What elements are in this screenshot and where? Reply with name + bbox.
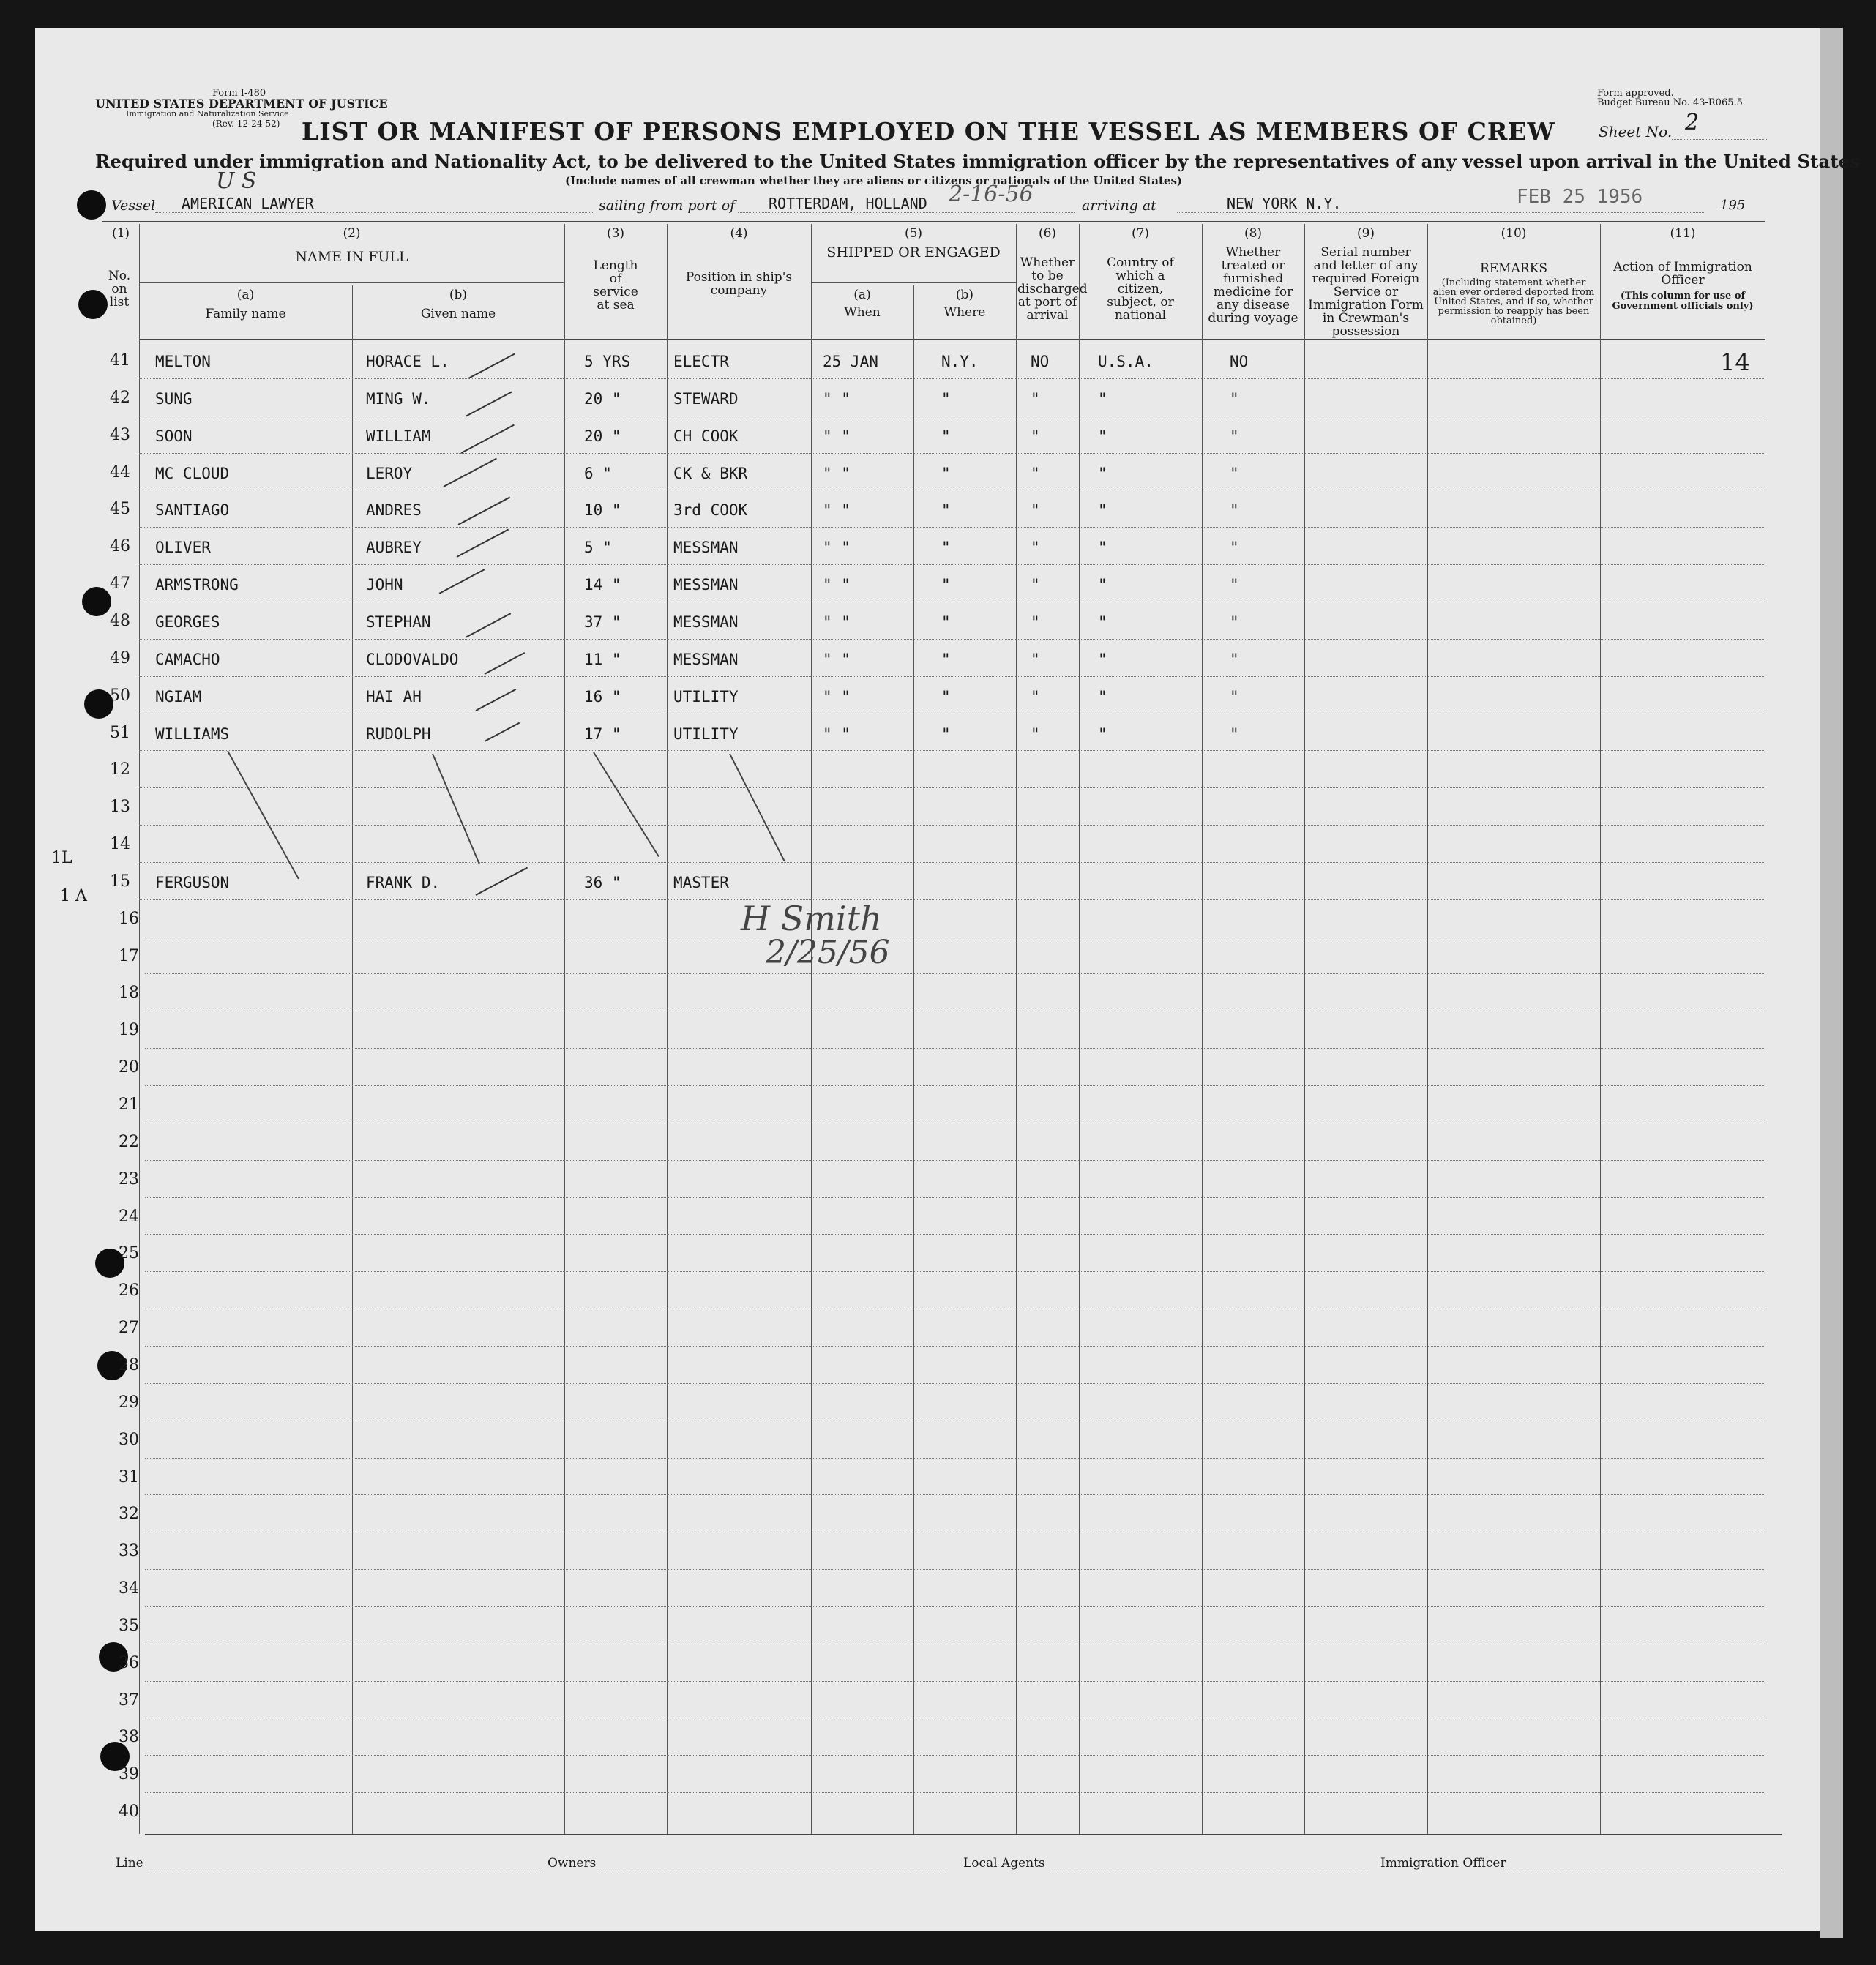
arrival-port: NEW YORK N.Y. <box>1227 195 1342 212</box>
col-2-label: NAME IN FULL <box>295 249 408 265</box>
cell-service: 20 " <box>584 389 621 408</box>
cell-when: " " <box>823 539 851 557</box>
col-7-label: Country of which a citizen, subject, or national <box>1107 255 1174 323</box>
row-rule <box>139 676 1765 677</box>
cell-family: GEORGES <box>155 613 220 631</box>
row-rule <box>145 1458 1765 1459</box>
cell-discharged: " <box>1031 501 1040 520</box>
cell-when: " " <box>823 687 851 705</box>
cell-when: " " <box>823 427 851 445</box>
cell-given: STEPHAN <box>366 613 431 631</box>
row-number: 51 <box>110 723 130 742</box>
col-rule <box>667 224 668 1834</box>
row-number: 24 <box>119 1207 139 1226</box>
table-bottom-rule <box>145 1834 1782 1835</box>
row-number: 32 <box>119 1505 139 1524</box>
cell-discharged: " <box>1031 725 1040 743</box>
vessel-name: AMERICAN LAWYER <box>182 195 314 212</box>
manifest-subtitle: Required under immigration and Nationality Act, to be delivered to the United States immigration officer by the representatives of any vessel upon arrival in the United States <box>95 151 1861 172</box>
row-rule <box>145 1160 1765 1161</box>
cell-country: " <box>1098 613 1107 631</box>
page-edge-shadow <box>1820 28 1843 1938</box>
cell-service: 16 " <box>584 687 621 705</box>
cell-service: 10 " <box>584 501 621 520</box>
cell-where: " <box>941 539 951 557</box>
row-rule <box>145 1569 1765 1570</box>
cell-treated: " <box>1230 464 1239 482</box>
cell-where: " <box>941 650 951 668</box>
col-5-number: (5) <box>904 226 923 241</box>
row-number: 26 <box>119 1281 139 1300</box>
cell-treated: " <box>1230 389 1239 408</box>
row-number: 34 <box>119 1579 139 1598</box>
row-number: 30 <box>119 1430 139 1449</box>
cell-treated: " <box>1230 539 1239 557</box>
cell-given: ANDRES <box>366 501 422 520</box>
row-number: 46 <box>110 537 130 556</box>
cell-discharged: " <box>1031 464 1040 482</box>
cell-family: SUNG <box>155 389 193 408</box>
cell-discharged: " <box>1031 389 1040 408</box>
cell-country: " <box>1098 464 1107 482</box>
row-number: 28 <box>119 1355 139 1374</box>
cell-position: STEWARD <box>673 389 739 408</box>
cell-service: 14 " <box>584 576 621 594</box>
row-number: 35 <box>119 1616 139 1635</box>
col-4-number: (4) <box>730 226 748 241</box>
col-4-label: Position in ship's company <box>685 270 793 298</box>
row-number: 23 <box>119 1169 139 1189</box>
col-5a-label: When <box>844 305 881 320</box>
col-5b-number: (b) <box>955 288 974 302</box>
cell-family: NGIAM <box>155 687 202 705</box>
row-rule <box>145 1197 1765 1198</box>
row-rule <box>145 973 1765 974</box>
col-rule <box>1427 224 1428 1834</box>
row-number: 39 <box>119 1765 139 1784</box>
cell-service: 37 " <box>584 613 621 631</box>
cell-family: SANTIAGO <box>155 501 230 520</box>
row-rule <box>145 1681 1765 1682</box>
cell-where: " <box>941 464 951 482</box>
cell-service: 20 " <box>584 427 621 445</box>
cell-family: SOON <box>155 427 193 445</box>
row-number: 31 <box>119 1467 139 1486</box>
cell-position: CK & BKR <box>673 464 748 482</box>
col-11-number: (11) <box>1670 226 1696 241</box>
col-3-number: (3) <box>606 226 625 241</box>
arrival-date-stamp: FEB 25 1956 <box>1517 186 1643 208</box>
cell-discharged: " <box>1031 539 1040 557</box>
cell-when: " " <box>823 389 851 408</box>
cell-discharged: " <box>1031 687 1040 705</box>
col-8-label: Whether treated or furnished medicine for any disease during voyage <box>1208 245 1298 326</box>
manifest-title: LIST OR MANIFEST OF PERSONS EMPLOYED ON THE VESSEL AS MEMBERS OF CREW <box>302 117 1555 146</box>
row-number: 44 <box>110 463 130 482</box>
row-number: 12 <box>110 760 130 779</box>
cell-country: " <box>1098 650 1107 668</box>
cell-treated: " <box>1230 427 1239 445</box>
cell-when: " " <box>823 501 851 520</box>
row-rule <box>145 1606 1765 1607</box>
punch-hole <box>77 190 106 220</box>
row-number: 22 <box>119 1132 139 1151</box>
row-rule <box>139 825 1765 826</box>
shipped-subheader-rule <box>811 282 1016 283</box>
cell-service: 5 " <box>584 539 612 557</box>
row-number: 13 <box>110 798 130 817</box>
cell-service: 36 " <box>584 873 621 891</box>
cell-where: " <box>941 389 951 408</box>
row-number: 43 <box>110 425 130 444</box>
cell-position: MESSMAN <box>673 650 739 668</box>
row-rule <box>139 453 1765 454</box>
cell-when: 25 JAN <box>823 353 878 370</box>
row-rule <box>145 1383 1765 1384</box>
cell-position: MASTER <box>673 873 729 891</box>
cell-given: LEROY <box>366 464 413 482</box>
budget-bureau: Budget Bureau No. 43-R065.5 <box>1597 97 1743 108</box>
col-2-number: (2) <box>343 226 361 241</box>
row-rule <box>145 1234 1765 1235</box>
row-rule <box>139 750 1765 751</box>
cell-family: ARMSTRONG <box>155 576 239 594</box>
row-number: 47 <box>110 574 130 594</box>
row-number: 18 <box>119 984 139 1003</box>
row-rule <box>139 862 1765 863</box>
port-line <box>738 212 1075 213</box>
col-5a-number: (a) <box>853 288 871 302</box>
col-rule <box>811 224 812 1834</box>
cell-given: JOHN <box>366 576 403 594</box>
col-10-label: REMARKS <box>1479 261 1548 276</box>
cell-treated: " <box>1230 650 1239 668</box>
row-rule <box>145 1792 1765 1793</box>
row-number: 38 <box>119 1728 139 1747</box>
row-number: 14 <box>110 835 130 854</box>
cell-country: " <box>1098 539 1107 557</box>
cell-discharged: " <box>1031 427 1040 445</box>
col-rule <box>1016 224 1017 1834</box>
margin-note-row-14: 1L <box>51 849 72 867</box>
row-number: 45 <box>110 500 130 519</box>
row-rule <box>139 527 1765 528</box>
cell-country: " <box>1098 725 1107 743</box>
row-number: 16 <box>119 909 139 928</box>
cell-position: UTILITY <box>673 687 739 705</box>
row-number: 36 <box>119 1653 139 1672</box>
cell-treated: NO <box>1230 353 1249 370</box>
cell-given: RUDOLPH <box>366 725 431 743</box>
col-rule <box>1202 224 1203 1834</box>
row-rule <box>145 1494 1765 1495</box>
header-bottom-rule <box>139 339 1765 340</box>
row-number: 49 <box>110 648 130 667</box>
revision: (Rev. 12-24-52) <box>212 119 280 129</box>
col-1-label: No. on list <box>108 269 131 310</box>
cell-discharged: NO <box>1031 353 1050 370</box>
sailing-label: sailing from port of <box>599 198 736 214</box>
row-rule <box>145 1755 1765 1756</box>
col-8-number: (8) <box>1244 226 1263 241</box>
col-9-label: Serial number and letter of any required Foreign Service or Immigration Form in Crewman's possession <box>1308 245 1424 339</box>
cell-given: MING W. <box>366 389 431 408</box>
name-subheader-rule <box>139 282 564 283</box>
row-number: 21 <box>119 1096 139 1114</box>
cell-where: " <box>941 725 951 743</box>
vessel-label: Vessel <box>111 198 156 214</box>
cell-country: " <box>1098 389 1107 408</box>
col-2b-label: Given name <box>420 307 496 321</box>
form-number: Form I-480 <box>212 88 266 99</box>
sailing-port: ROTTERDAM, HOLLAND <box>769 195 927 212</box>
cell-family: MC CLOUD <box>155 464 230 482</box>
footer-officer: Immigration Officer <box>1380 1856 1506 1871</box>
cell-where: " <box>941 427 951 445</box>
sheet-number-line <box>1672 139 1767 140</box>
cell-treated: " <box>1230 687 1239 705</box>
cell-discharged: " <box>1031 613 1040 631</box>
cell-position: MESSMAN <box>673 539 739 557</box>
cell-position: MESSMAN <box>673 576 739 594</box>
footer-agents: Local Agents <box>963 1856 1045 1871</box>
row-number: 20 <box>119 1058 139 1077</box>
cell-where: " <box>941 501 951 520</box>
margin-note-row-15: 1 A <box>60 887 87 905</box>
footer-line: Line <box>116 1856 143 1871</box>
cell-when: " " <box>823 464 851 482</box>
cell-where: " <box>941 613 951 631</box>
row-number: 42 <box>110 388 130 407</box>
cell-treated: " <box>1230 613 1239 631</box>
col-6-number: (6) <box>1038 226 1057 241</box>
row-rule <box>145 1048 1765 1049</box>
row-number: 41 <box>110 351 130 370</box>
cell-when: " " <box>823 613 851 631</box>
cell-country: " <box>1098 501 1107 520</box>
form-approved: Form approved. <box>1597 88 1674 99</box>
row-rule <box>139 378 1765 379</box>
col-9-number: (9) <box>1356 226 1375 241</box>
row-number: 19 <box>119 1021 139 1040</box>
col-6-label: Whether to be discharged at port of arrival <box>1017 255 1088 323</box>
cell-given: WILLIAM <box>366 427 431 445</box>
row-rule <box>139 787 1765 788</box>
cell-given: CLODOVALDO <box>366 650 459 668</box>
row-number: 15 <box>110 872 130 891</box>
service: Immigration and Naturalization Service <box>126 109 289 119</box>
row-number: 27 <box>119 1319 139 1338</box>
col-rule <box>564 224 565 1834</box>
row-number: 50 <box>110 686 130 705</box>
cell-position: 3rd COOK <box>673 501 748 520</box>
signature-date: 2/25/56 <box>766 934 890 971</box>
cell-service: 5 YRS <box>584 353 631 370</box>
officer-signature: H Smith <box>741 899 882 938</box>
officer-count: 14 <box>1720 348 1750 376</box>
cell-treated: " <box>1230 725 1239 743</box>
col-10-note: (Including statement whether alien ever ordered deported from United States, and if so, whether permission to reapply has been obtained) <box>1432 277 1595 326</box>
col-11-note: (This column for use of Government officials only) <box>1612 291 1754 312</box>
row-number: 29 <box>119 1393 139 1412</box>
vessel-line <box>155 212 594 213</box>
col-5-label: SHIPPED OR ENGAGED <box>826 244 1001 261</box>
row-number: 33 <box>119 1542 139 1561</box>
sheet-number: 2 <box>1685 110 1700 135</box>
cell-country: " <box>1098 687 1107 705</box>
cell-where: " <box>941 687 951 705</box>
cell-family: OLIVER <box>155 539 211 557</box>
cell-given: FRANK D. <box>366 873 441 891</box>
cell-when: " " <box>823 576 851 594</box>
cell-given: AUBREY <box>366 539 422 557</box>
row-rule <box>139 639 1765 640</box>
col-3-label: Length of service at sea <box>593 258 638 312</box>
cell-given: HAI AH <box>366 687 422 705</box>
vessel-prefix: U S <box>216 168 257 194</box>
col-5b-label: Where <box>943 305 986 320</box>
cell-treated: " <box>1230 501 1239 520</box>
col-11-label: Action of Immigration Officer <box>1613 260 1752 288</box>
cell-where: " <box>941 576 951 594</box>
cell-service: 17 " <box>584 725 621 743</box>
cell-where: N.Y. <box>941 353 979 370</box>
cell-position: CH COOK <box>673 427 739 445</box>
col-7-number: (7) <box>1131 226 1150 241</box>
col-rule <box>1600 224 1601 1834</box>
arriving-label: arriving at <box>1082 198 1156 214</box>
row-rule <box>139 899 1765 900</box>
row-rule <box>145 1271 1765 1272</box>
cell-position: ELECTR <box>673 353 729 370</box>
col-rule <box>1079 224 1080 1834</box>
cell-service: 11 " <box>584 650 621 668</box>
col-2b-number: (b) <box>449 288 468 302</box>
col-rule <box>139 224 140 1834</box>
cell-when: " " <box>823 650 851 668</box>
cell-treated: " <box>1230 576 1239 594</box>
sailing-date: 2-16-56 <box>949 181 1034 207</box>
cell-given: HORACE L. <box>366 353 449 370</box>
col-1-number: (1) <box>111 226 130 241</box>
col-rule <box>913 285 914 1834</box>
col-2a-number: (a) <box>236 288 255 302</box>
cell-country: " <box>1098 427 1107 445</box>
year-label: 195 <box>1720 198 1746 213</box>
cell-family: FERGUSON <box>155 873 230 891</box>
row-number: 37 <box>119 1691 139 1710</box>
row-rule <box>145 1346 1765 1347</box>
cell-when: " " <box>823 725 851 743</box>
col-rule <box>352 285 353 1834</box>
col-rule <box>1304 224 1305 1834</box>
arrival-line <box>1177 212 1704 213</box>
cell-discharged: " <box>1031 576 1040 594</box>
col-2a-label: Family name <box>205 307 286 321</box>
cell-service: 6 " <box>584 464 612 482</box>
cell-family: MELTON <box>155 353 211 370</box>
col-10-number: (10) <box>1501 226 1527 241</box>
footer-owners: Owners <box>548 1856 597 1871</box>
cell-position: MESSMAN <box>673 613 739 631</box>
row-rule <box>139 564 1765 565</box>
cell-country: U.S.A. <box>1098 353 1154 370</box>
cell-family: WILLIAMS <box>155 725 230 743</box>
cell-family: CAMACHO <box>155 650 220 668</box>
row-number: 48 <box>110 611 130 630</box>
table-top-rule <box>102 220 1765 222</box>
cell-discharged: " <box>1031 650 1040 668</box>
row-number: 25 <box>119 1244 139 1263</box>
row-number: 17 <box>119 946 139 965</box>
row-rule <box>145 1085 1765 1086</box>
sheet-label: Sheet No. <box>1599 123 1673 141</box>
department: UNITED STATES DEPARTMENT OF JUSTICE <box>95 97 388 111</box>
row-number: 40 <box>119 1803 139 1822</box>
manifest-note: (Include names of all crewman whether they are aliens or citizens or nationals of the United States) <box>565 174 1182 187</box>
cell-position: UTILITY <box>673 725 739 743</box>
cell-country: " <box>1098 576 1107 594</box>
